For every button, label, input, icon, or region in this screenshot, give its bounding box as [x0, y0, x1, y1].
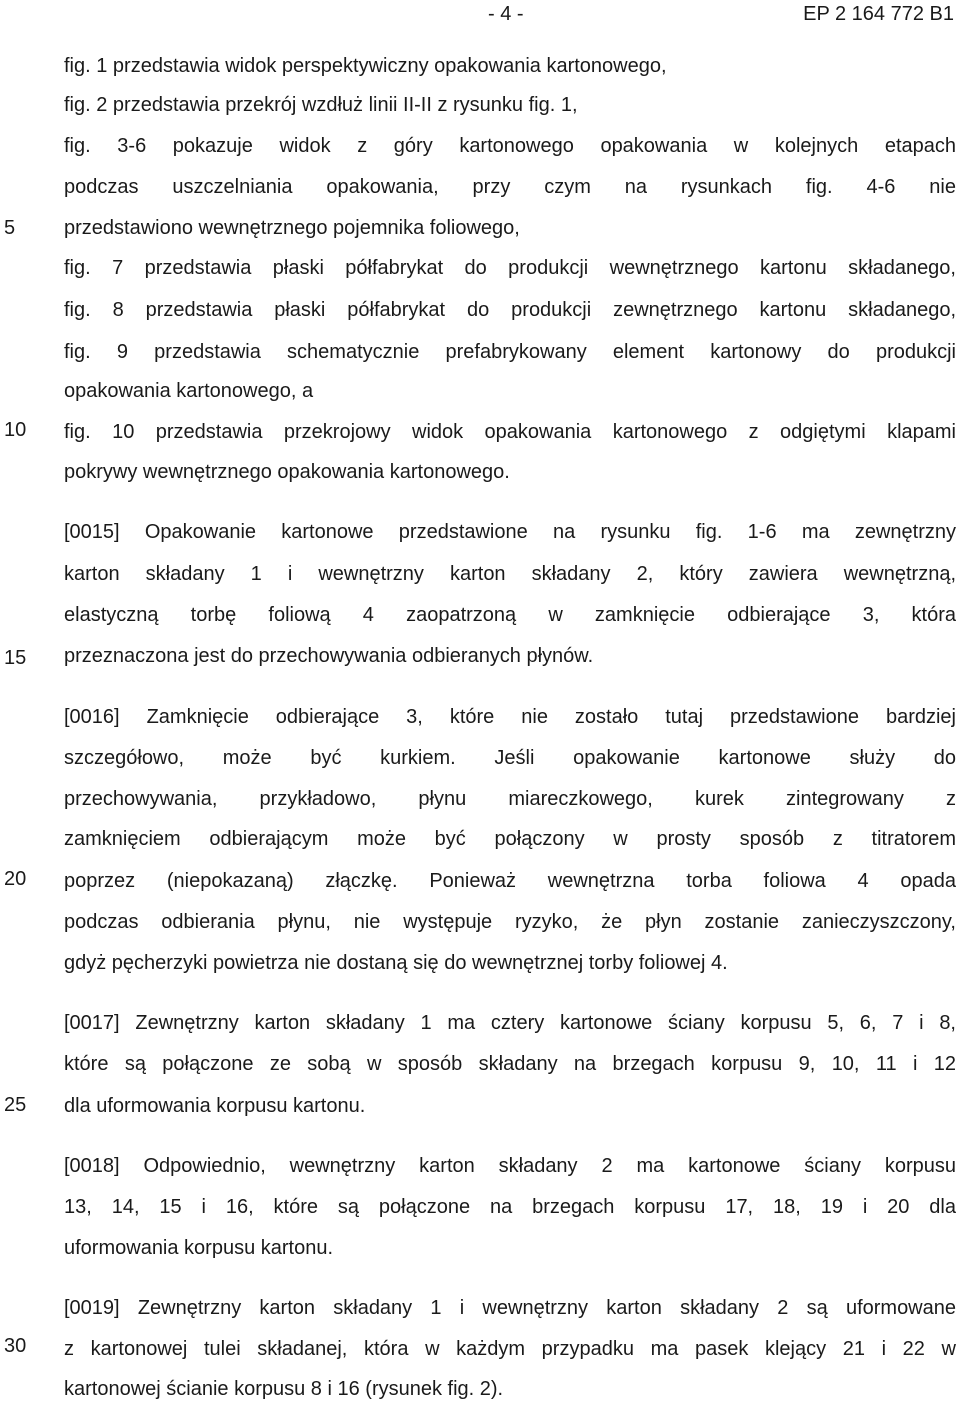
- line-number: 30: [4, 1335, 27, 1357]
- text-line: fig. 10 przedstawia przekrojowy widok opakowania kartonowego z odgiętymi klapami: [64, 421, 956, 443]
- paragraph-line: [0016] Zamknięcie odbierające 3, które nie zostało tutaj przedstawione bardziej: [64, 706, 956, 728]
- paragraph-line: zamknięciem odbierającym może być połączony w prosty sposób z titratorem: [64, 828, 956, 850]
- page-number: - 4 -: [488, 3, 524, 25]
- paragraph-line: uformowania korpusu kartonu.: [64, 1237, 334, 1259]
- text-line: podczas uszczelniania opakowania, przy czym na rysunkach fig. 4-6 nie: [64, 176, 956, 198]
- paragraph-line: kartonowej ścianie korpusu 8 i 16 (rysunek fig. 2).: [64, 1378, 504, 1400]
- paragraph-line: dla uformowania korpusu kartonu.: [64, 1095, 366, 1117]
- document-id: EP 2 164 772 B1: [803, 3, 954, 25]
- paragraph-line: poprzez (niepokazaną) złączkę. Ponieważ wewnętrzna torba foliowa 4 opada: [64, 870, 956, 892]
- paragraph-line: [0018] Odpowiednio, wewnętrzny karton składany 2 ma kartonowe ściany korpusu: [64, 1155, 956, 1177]
- paragraph-line: podczas odbierania płynu, nie występuje ryzyko, że płyn zostanie zanieczyszczony,: [64, 911, 956, 933]
- text-line: fig. 9 przedstawia schematycznie prefabrykowany element kartonowy do produkcji: [64, 341, 956, 363]
- paragraph-line: 13, 14, 15 i 16, które są połączone na brzegach korpusu 17, 18, 19 i 20 dla: [64, 1196, 956, 1218]
- text-line: opakowania kartonowego, a: [64, 380, 314, 402]
- text-line: pokrywy wewnętrznego opakowania kartonowego.: [64, 461, 510, 483]
- paragraph-line: [0015] Opakowanie kartonowe przedstawione na rysunku fig. 1-6 ma zewnętrzny: [64, 521, 956, 543]
- text-line: fig. 3-6 pokazuje widok z góry kartonowego opakowania w kolejnych etapach: [64, 135, 956, 157]
- paragraph-line: które są połączone ze sobą w sposób składany na brzegach korpusu 9, 10, 11 i 12: [64, 1053, 956, 1075]
- line-number: 15: [4, 647, 27, 669]
- paragraph-line: [0017] Zewnętrzny karton składany 1 ma cztery kartonowe ściany korpusu 5, 6, 7 i 8,: [64, 1012, 956, 1034]
- line-number: 5: [4, 217, 16, 239]
- paragraph-line: przeznaczona jest do przechowywania odbieranych płynów.: [64, 645, 594, 667]
- text-line: fig. 2 przedstawia przekrój wzdłuż linii II-II z rysunku fig. 1,: [64, 94, 578, 116]
- text-line: fig. 1 przedstawia widok perspektywiczny opakowania kartonowego,: [64, 55, 667, 77]
- line-number: 10: [4, 419, 27, 441]
- text-line: fig. 7 przedstawia płaski półfabrykat do produkcji wewnętrznego kartonu składanego,: [64, 257, 956, 279]
- paragraph-line: przechowywania, przykładowo, płynu miareczkowego, kurek zintegrowany z: [64, 788, 956, 810]
- paragraph-line: karton składany 1 i wewnętrzny karton składany 2, który zawiera wewnętrzną,: [64, 563, 956, 585]
- line-number: 20: [4, 868, 27, 890]
- line-number: 25: [4, 1094, 27, 1116]
- paragraph-line: [0019] Zewnętrzny karton składany 1 i wewnętrzny karton składany 2 są uformowane: [64, 1297, 956, 1319]
- paragraph-line: elastyczną torbę foliową 4 zaopatrzoną w zamknięcie odbierające 3, która: [64, 604, 956, 626]
- paragraph-line: gdyż pęcherzyki powietrza nie dostaną się do wewnętrznej torby foliowej 4.: [64, 952, 728, 974]
- paragraph-line: z kartonowej tulei składanej, która w każdym przypadku ma pasek klejący 21 i 22 w: [64, 1338, 956, 1360]
- paragraph-line: szczegółowo, może być kurkiem. Jeśli opakowanie kartonowe służy do: [64, 747, 956, 769]
- text-line: fig. 8 przedstawia płaski półfabrykat do produkcji zewnętrznego kartonu składanego,: [64, 299, 956, 321]
- text-line: przedstawiono wewnętrznego pojemnika foliowego,: [64, 217, 520, 239]
